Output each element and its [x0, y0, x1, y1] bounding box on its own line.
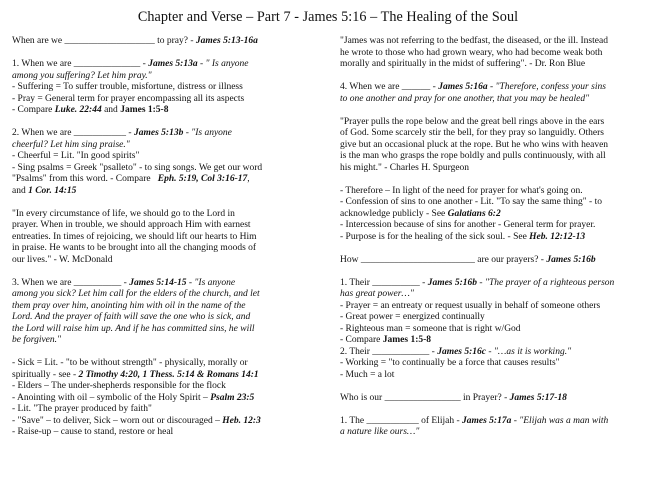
- point-2-quote: cheerful? Let him sing praise.": [12, 139, 130, 150]
- point-4-heading: 4. When we are ______ - James 5:16a - "Therefore, confess your sins: [340, 82, 606, 92]
- their-1-line: - Compare James 1:5-8: [340, 335, 432, 345]
- spurgeon-quote: "Prayer pulls the rope below and the great bell rings above in the ears: [340, 116, 605, 127]
- slide-title: Chapter and Verse – Part 7 - James 5:16 – The Healing of the Soul: [137, 9, 519, 25]
- point-4-line: - Purpose is for the healing of the sick soul. - See Heb. 12:12-13: [340, 231, 586, 242]
- spurgeon-quote: give but an occasional pluck at the rope. But he who wins with heaven: [340, 139, 609, 150]
- their-2-line: - Much = a lot: [340, 369, 395, 380]
- point-3-quote: among you sick? Let him call for the elders of the church, and let: [12, 289, 260, 299]
- point-3-line: - Anointing with oil – symbolic of the Holy Spirit – Psalm 23:5: [12, 392, 255, 403]
- left-column: [12, 36, 330, 439]
- their-1-quote: has great power…": [340, 289, 414, 299]
- point-3-line: - Sick = Lit. - "to be without strength" - physically, morally or: [12, 358, 248, 368]
- point-2-line: "Psalms" from this word. - Compare Eph. 5:19, Col 3:16-17,: [12, 174, 250, 184]
- point-3-quote: Lord. And the prayer of faith will save the one who is sick, and: [12, 312, 251, 322]
- point-1-line: - Suffering = To suffer trouble, misfortune, distress or illness: [12, 82, 243, 92]
- point-3-line: - "Save" – to deliver, Sick – worn out or discouraged – Heb. 12:3: [12, 415, 261, 426]
- point-4-quote: to one another and pray for one another, that you may be healed": [340, 93, 590, 104]
- elijah-heading: 1. The ___________ of Elijah - James 5:17a - "Elijah was a man with: [340, 415, 609, 426]
- spurgeon-quote: is the man who grasps the rope boldly and pulls continuously, with all: [340, 151, 606, 161]
- their-1-heading: 1. Their __________ - James 5:16b - "The prayer of a righteous person: [340, 277, 615, 288]
- point-2-line: - Sing psalms = Greek "psalleto" - to sing songs. We get our word: [12, 162, 263, 173]
- their-2-heading: 2. Their ____________ - James 5:16c - "…as it is working.": [340, 346, 572, 357]
- mcdonald-quote: entreaties. In times of rejoicing, we should lift our hearts to Him: [12, 231, 257, 242]
- point-3-heading: 3. When we are __________ - James 5:14-15 - "Is anyone: [12, 277, 236, 288]
- point-4-line: - Confession of sins to one another - Lit. "To say the same thing" - to: [340, 197, 602, 207]
- point-3-quote: the Lord will raise him up. And if he has committed sins, he will: [12, 323, 255, 334]
- point-3-line: - Elders – The under-shepherds responsible for the flock: [12, 381, 226, 391]
- point-2-line: and 1 Cor. 14:15: [12, 185, 77, 196]
- mcdonald-quote: our lives." - W. McDonald: [12, 254, 113, 265]
- spurgeon-quote: of God. Some scarcely stir the bell, for they pray so languidly. Others: [340, 128, 605, 138]
- point-1-heading: 1. When we are ______________ - James 5:13a - " Is anyone: [12, 59, 249, 69]
- point-3-quote: them pray over him, anointing him with oil in the name of the: [12, 300, 246, 311]
- point-3-line: spiritually - see - 2 Timothy 4:20, 1 Thess. 5:14 & Romans 14:1: [12, 369, 259, 380]
- elijah-quote: a nature like ours…": [340, 427, 420, 437]
- point-1-line: - Compare Luke. 22:44 and James 1:5-8: [12, 105, 169, 115]
- point-4-line: acknowledge publicly - See Galatians 6:2: [340, 208, 501, 219]
- their-1-line: - Righteous man = someone that is right w/God: [340, 323, 521, 334]
- their-1-line: - Great power = energized continually: [340, 312, 485, 322]
- blue-quote: he wrote to those who had grown weary, who had become weak both: [340, 47, 603, 58]
- question-who-example: Who is our ________________ in Prayer? - James 5:17-18: [340, 392, 567, 403]
- point-4-line: - Therefore – In light of the need for prayer for what's going on.: [340, 185, 583, 196]
- point-3-line: - Lit. "The prayer produced by faith": [12, 404, 152, 414]
- point-2-heading: 2. When we are ___________ - James 5:13b - "Is anyone: [12, 128, 232, 138]
- right-column: [340, 36, 646, 439]
- point-1-quote: among you suffering? Let him pray.": [12, 70, 152, 81]
- point-1-line: - Pray = General term for prayer encompassing all its aspects: [12, 93, 245, 104]
- blue-quote: "James was not referring to the bedfast, the diseased, or the ill. Instead: [340, 36, 608, 46]
- question-when-pray: When are we ___________________ to pray? - James 5:13-16a: [12, 36, 258, 46]
- mcdonald-quote: "In every circumstance of life, we should go to the Lord in: [12, 208, 235, 219]
- point-4-line: - Intercession because of sins for another - General term for prayer.: [340, 220, 596, 230]
- question-how-prayers: How ________________________ are our prayers? - James 5:16b: [340, 254, 596, 265]
- blue-quote: morally and spiritually in the midst of suffering". - Dr. Ron Blue: [340, 59, 586, 69]
- mcdonald-quote: in praise. He wants to be brought into all the changing moods of: [12, 243, 257, 253]
- point-3-line: - Raise-up – cause to stand, restore or heal: [12, 427, 174, 437]
- their-1-line: - Prayer = an entreaty or request usually in behalf of someone others: [340, 300, 601, 311]
- spurgeon-quote: his might." - Charles H. Spurgeon: [340, 162, 470, 173]
- point-3-quote: be forgiven.": [12, 335, 62, 345]
- their-2-line: - Working = "to continually be a force that causes results": [340, 358, 560, 368]
- mcdonald-quote: prayer. When in trouble, we should approach Him with earnest: [12, 220, 251, 230]
- point-2-line: - Cheerful = Lit. "In good spirits": [12, 151, 140, 161]
